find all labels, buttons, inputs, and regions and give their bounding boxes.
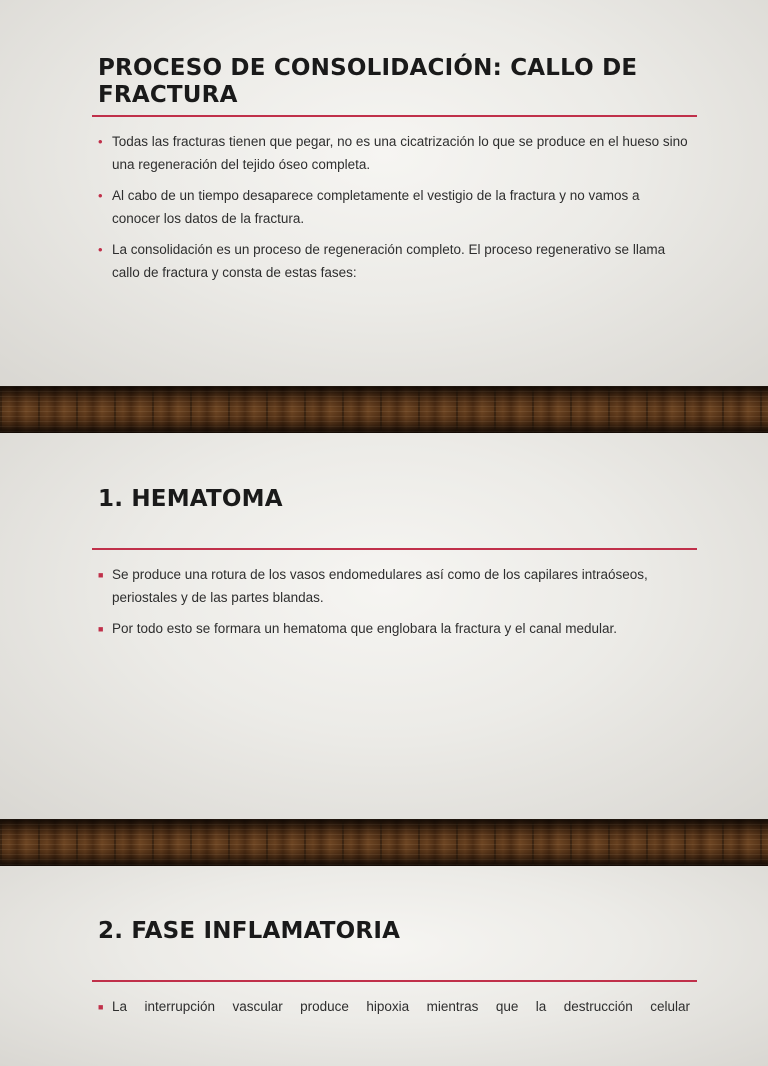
bullet-text: Todas las fracturas tienen que pegar, no es una cicatrización lo que se produce en el hueso sino una regeneración del tejido óseo completa.	[112, 134, 688, 172]
slide-3	[0, 866, 768, 1066]
wood-floor-separator	[0, 819, 768, 866]
title-divider	[92, 980, 697, 982]
wood-floor-separator	[0, 386, 768, 433]
bullet-item	[98, 130, 690, 176]
bullet-list	[98, 563, 690, 648]
bullet-item	[98, 238, 690, 284]
bullet-text: La consolidación es un proceso de regeneración completo. El proceso regenerativo se llama callo de fractura y consta de estas fases:	[112, 242, 666, 280]
title-divider	[92, 115, 697, 117]
slide-title: PROCESO DE CONSOLIDACIÓN: CALLO DE FRACTURA	[98, 55, 638, 108]
bullet-text: Se produce una rotura de los vasos endomedulares así como de los capilares intraóseos, periostales y de las partes blandas.	[112, 567, 648, 605]
bullet-text: La interrupción vascular produce hipoxia mientras que la destrucción celular	[112, 999, 690, 1014]
square-bullet-icon: ■	[98, 570, 104, 580]
bullet-list	[98, 995, 690, 1026]
bullet-icon: •	[98, 134, 103, 149]
bullet-item	[98, 995, 690, 1018]
square-bullet-icon: ■	[98, 624, 104, 634]
bullet-text: Al cabo de un tiempo desaparece completamente el vestigio de la fractura y no vamos a conocer los datos de la fractura.	[112, 188, 640, 226]
bullet-item	[98, 184, 690, 230]
bullet-item	[98, 563, 690, 609]
bullet-text: Por todo esto se formara un hematoma que englobara la fractura y el canal medular.	[112, 621, 618, 636]
slide-2	[0, 433, 768, 819]
slide-title: 2. FASE INFLAMATORIA	[98, 918, 401, 944]
bullet-item	[98, 617, 690, 640]
square-bullet-icon: ■	[98, 1002, 104, 1012]
slide-title: 1. HEMATOMA	[98, 486, 283, 512]
bullet-icon: •	[98, 188, 103, 203]
bullet-icon: •	[98, 242, 103, 257]
bullet-list	[98, 130, 690, 292]
title-divider	[92, 548, 697, 550]
slide-1	[0, 0, 768, 386]
